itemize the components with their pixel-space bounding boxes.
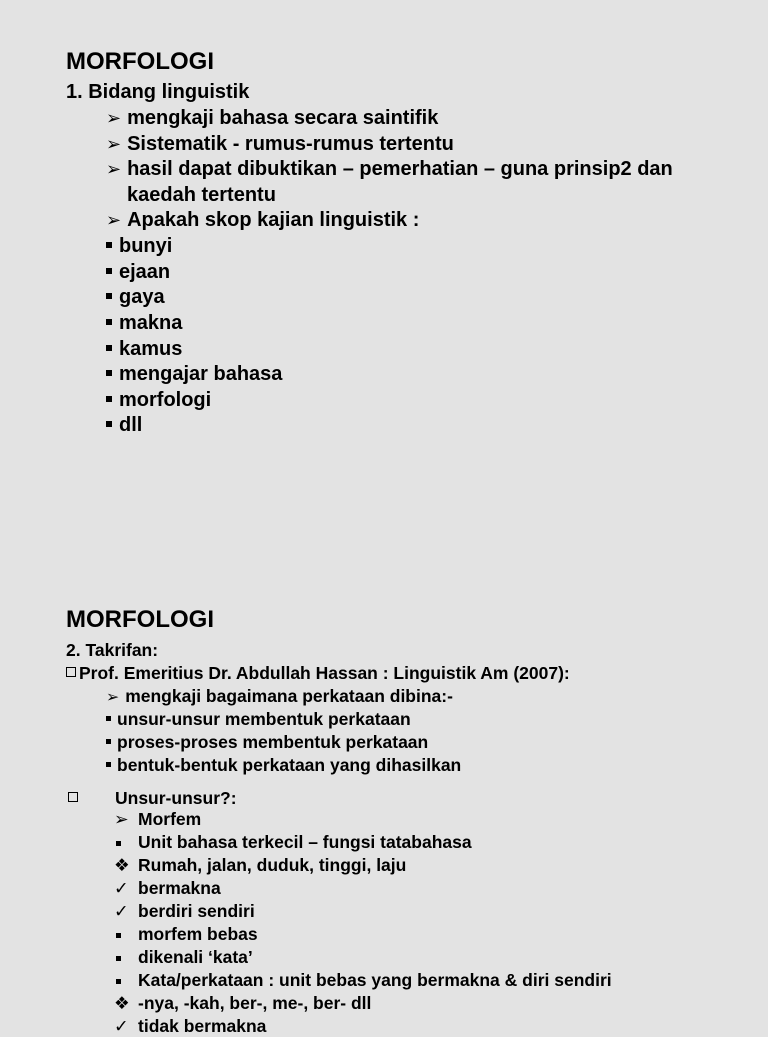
square-bullet-icon [106, 421, 112, 427]
square-bullet-icon [116, 841, 121, 846]
bullet-item: bentuk-bentuk perkataan yang dihasilkan [106, 755, 461, 776]
slide-2-title: MORFOLOGI [66, 606, 214, 633]
square-bullet-icon [106, 739, 111, 744]
slide-1 [0, 0, 768, 512]
arrow-item: ➢ Apakah skop kajian linguistik : [106, 209, 419, 232]
square-bullet-icon [106, 716, 111, 721]
diamond-bullet-icon: ❖ [114, 993, 130, 1013]
slide-1-title: MORFOLOGI [66, 48, 214, 75]
square-bullet-icon [116, 956, 121, 961]
check-icon: ✓ [114, 901, 129, 921]
square-bullet-icon [106, 762, 111, 767]
slide-2: MORFOLOGI 2. Takrifan: Prof. Emeritius Dr. Abdullah Hassan : Linguistik Am (2007): ➢ mengkaji bagaimana perkataan dibina:- unsur-unsur membentuk perkataan proses-proses membentuk perkataan bentuk-bentuk perkataan yang dihasilkan Unsur-unsur?: ➢ Morfem Unit bahasa terkecil – fungsi tatabahasa ❖ Rumah, jalan, duduk, tinggi, laju ✓ bermakna ✓ berdiri sendiri morfem bebas dikenali ‘kata’ Kata/perkataan : unit bebas yang bermakna & diri sendiri ❖ -nya, -kah, ber-, me-, ber- dll ✓ tidak bermakna [0, 512, 768, 1024]
bullet-item: makna [106, 312, 182, 335]
bullet-item: bunyi [106, 235, 172, 258]
bullet-item: unsur-unsur membentuk perkataan [106, 709, 411, 730]
square-bullet-icon [106, 396, 112, 402]
bullet-item: kamus [106, 338, 182, 361]
diamond-bullet-icon: ❖ [114, 855, 130, 875]
check-icon: ✓ [114, 878, 129, 898]
square-bullet-icon [116, 979, 121, 984]
square-bullet-icon [106, 319, 112, 325]
check-icon: ✓ [114, 1016, 129, 1036]
arrow-item: ➢ hasil dapat dibuktikan – pemerhatian – guna prinsip2 dan [106, 158, 673, 181]
arrow-item: ➢ mengkaji bagaimana perkataan dibina:- [106, 686, 453, 707]
arrow-bullet-icon: ➢ [114, 809, 129, 829]
square-bullet-icon [106, 293, 112, 299]
arrow-item-continuation: kaedah tertentu [127, 184, 276, 206]
bullet-item: mengajar bahasa [106, 363, 282, 386]
source-line: Prof. Emeritius Dr. Abdullah Hassan : Linguistik Am (2007): [66, 663, 570, 684]
checkbox-bullet-icon [66, 667, 76, 677]
question-line [68, 788, 78, 809]
square-bullet-icon [106, 268, 112, 274]
square-bullet-icon [106, 370, 112, 376]
arrow-item: ➢ Sistematik - rumus-rumus tertentu [106, 133, 454, 156]
bullet-item: morfologi [106, 389, 211, 412]
arrow-item: ➢ mengkaji bahasa secara saintifik [106, 107, 438, 130]
bullet-item: gaya [106, 286, 165, 309]
square-bullet-icon [116, 933, 121, 938]
slide-1-heading: 1. Bidang linguistik [66, 81, 250, 103]
bullet-item: ejaan [106, 261, 170, 284]
bullet-item: dll [106, 414, 142, 437]
question-text: Unsur-unsur?: [115, 788, 237, 808]
bullet-item: proses-proses membentuk perkataan [106, 732, 428, 753]
square-bullet-icon [106, 345, 112, 351]
slide-2-heading: 2. Takrifan: [66, 640, 159, 660]
checkbox-bullet-icon [68, 792, 78, 802]
square-bullet-icon [106, 242, 112, 248]
